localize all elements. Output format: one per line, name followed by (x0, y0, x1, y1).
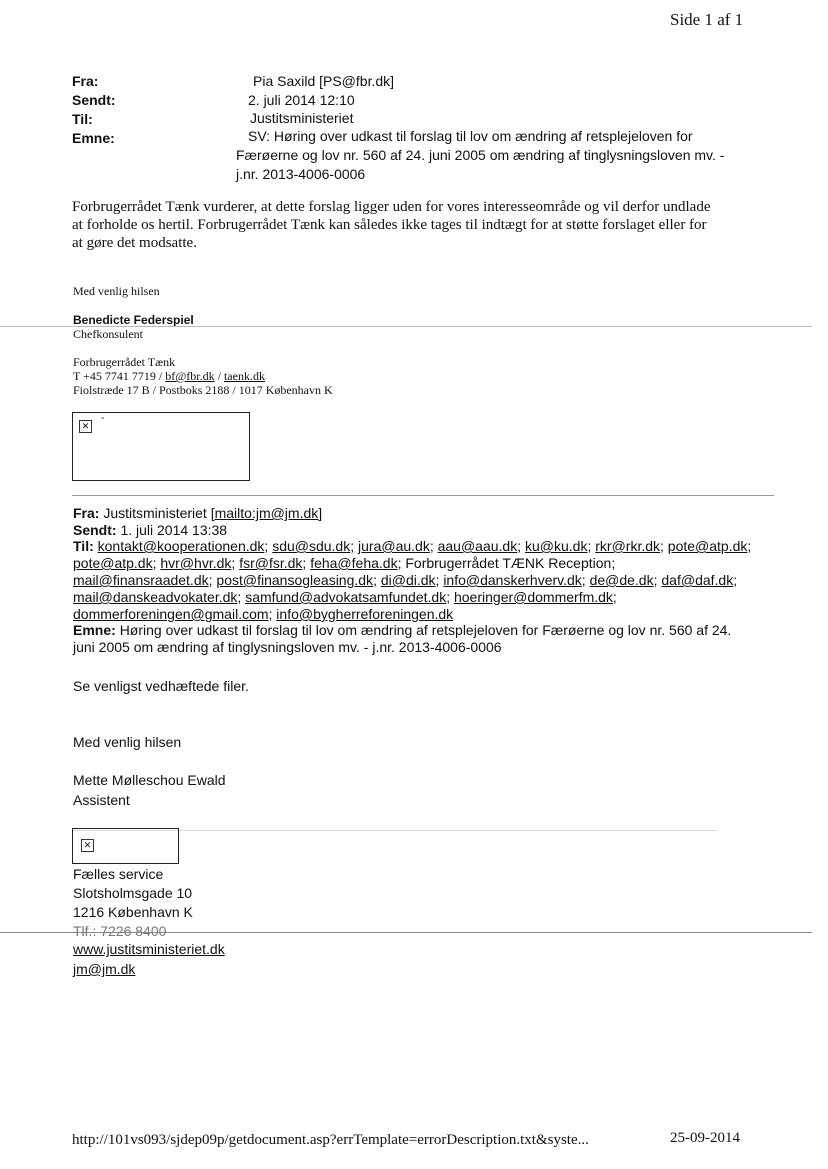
recipient-link[interactable]: sdu@sdu.dk (272, 538, 351, 554)
forward-subject-value: Høring over udkast til forslag til lov om ændring af retsplejeloven for Færøerne og lov nr. 560 af 24. juni 2005 om ændring af tinglysningsloven mv. - j.nr. 2013-4006-0006 (73, 622, 732, 655)
recipient-link[interactable]: aau@aau.dk (437, 538, 518, 554)
recipient-link[interactable]: hoeringer@dommerfm.dk (453, 589, 613, 605)
recipient-link[interactable]: ku@ku.dk (525, 538, 588, 554)
to-label: Til: (72, 111, 93, 127)
forward-sent (73, 522, 753, 539)
reply-phone: T +45 7741 7719 / (73, 369, 166, 383)
reply-sender-name: Benedicte Federspiel (73, 313, 194, 327)
reply-contact-line (73, 370, 265, 383)
recipient-link[interactable]: feha@feha.dk (310, 555, 398, 571)
recipient-link[interactable]: de@de.dk (589, 572, 654, 588)
recipient-link[interactable]: di@di.dk (380, 572, 436, 588)
ministry-email-link[interactable]: jm@jm.dk (73, 961, 136, 977)
recipient-link[interactable]: info@bygherreforeningen.dk (276, 606, 454, 622)
subject-label: Emne: (72, 130, 115, 146)
to-value: Justitsministeriet (250, 110, 354, 126)
recipient-link[interactable]: fsr@fsr.dk (239, 555, 303, 571)
reply-logo-placeholder (72, 412, 250, 481)
recipient-link[interactable]: daf@daf.dk (661, 572, 734, 588)
reply-body: Forbrugerrådet Tænk vurderer, at dette forslag ligger uden for vores interesseområde og vil derfor undlade at forholde os hertil. Forbrugerrådet Tænk kan således ikke tages til indtægt for at støtte forslaget eller for at gøre det modsatte. (72, 199, 711, 251)
recipient-link[interactable]: post@finansogleasing.dk (216, 572, 374, 588)
forward-divider (72, 495, 774, 496)
footer-date: 25-09-2014 (670, 1130, 740, 1146)
scan-line-divider (0, 932, 812, 933)
reply-website-link[interactable]: taenk.dk (223, 369, 265, 383)
subject-line-2: Færøerne og lov nr. 560 af 24. juni 2005 om ændring af tinglysningsloven mv. - (236, 147, 725, 163)
broken-image-icon: ✕ (81, 839, 94, 852)
recipient-link[interactable]: kontakt@kooperationen.dk (97, 538, 265, 554)
recipient-link[interactable]: info@danskerhverv.dk (443, 572, 582, 588)
forward-sent-label: Sendt: (73, 522, 117, 538)
recipient-link[interactable]: jura@au.dk (358, 538, 430, 554)
ministry-logo-placeholder (72, 828, 179, 864)
broken-image-icon: ✕ (79, 420, 92, 433)
forward-subject-label: Emne: (73, 622, 116, 638)
recipient-link[interactable]: rkr@rkr.dk (595, 538, 661, 554)
recipient-link[interactable]: hvr@hvr.dk (160, 555, 232, 571)
reply-email-link[interactable]: bf@fbr.dk (165, 369, 215, 383)
image-alt-text: - (101, 413, 105, 424)
forward-to-label: Til: (73, 538, 94, 554)
forward-mailto-link[interactable]: [mailto:jm@jm.dk] (210, 505, 323, 521)
forward-sender-title: Assistent (73, 792, 130, 808)
forward-dept: Fælles service (73, 866, 164, 882)
forward-from-label: Fra: (73, 505, 100, 521)
forward-phone: Tlf.: 7226 8400 (73, 923, 167, 939)
sent-value: 2. juli 2014 12:10 (248, 92, 355, 108)
forward-city: 1216 København K (73, 904, 193, 920)
recipient-link[interactable]: mail@finansraadet.dk (73, 572, 209, 588)
reply-org: Forbrugerrådet Tænk (73, 355, 176, 369)
forward-body: Se venligst vedhæftede filer. (73, 678, 249, 694)
footer-url: http://101vs093/sjdep09p/getdocument.asp?errTemplate=errorDescription.txt&syste... (72, 1132, 589, 1148)
subject-line-1: SV: Høring over udkast til forslag til lov om ændring af retsplejeloven for (248, 128, 693, 144)
recipient-link[interactable]: mail@danskeadvokater.dk (73, 589, 238, 605)
subject-line-3: j.nr. 2013-4006-0006 (236, 166, 366, 182)
recipient-name: Forbrugerrådet TÆNK Reception (405, 555, 612, 571)
ministry-website-link[interactable]: www.justitsministeriet.dk (73, 941, 225, 957)
recipient-link[interactable]: samfund@advokatsamfundet.dk (245, 589, 447, 605)
forward-sent-value: 1. juli 2014 13:38 (120, 522, 228, 538)
recipient-link[interactable]: pote@atp.dk (667, 538, 748, 554)
reply-separator: / (214, 369, 224, 383)
page-number: Side 1 af 1 (670, 10, 744, 29)
sent-label: Sendt: (72, 92, 116, 108)
reply-greeting: Med venlig hilsen (73, 284, 160, 298)
recipient-link[interactable]: pote@atp.dk (73, 555, 153, 571)
forward-recipients: Til: kontakt@kooperationen.dk; sdu@sdu.dk; jura@au.dk; aau@aau.dk; ku@ku.dk; rkr@rkr.dk; pote@atp.dk; pote@atp.dk; hvr@hvr.dk; fsr@fsr.dk; feha@feha.dk; Forbrugerrådet TÆNK Reception; mail@finansraadet.dk; post@finansogleasing.dk; di@di.dk; info@danskerhverv.dk; de@de.dk; daf@daf.dk; mail@danskeadvokater.dk; samfund@advokatsamfundet.dk; hoeringer@dommerfm.dk; dommerforeningen@gmail.com; info@bygherreforeningen.dk (73, 538, 752, 622)
forward-greeting: Med venlig hilsen (73, 734, 182, 750)
reply-address: Fiolstræde 17 B / Postboks 2188 / 1017 København K (73, 383, 333, 397)
reply-sender-title: Chefkonsulent (73, 327, 143, 341)
forward-subject (73, 622, 753, 656)
forward-from (73, 505, 753, 522)
recipient-link[interactable]: dommerforeningen@gmail.com (73, 606, 269, 622)
forward-street: Slotsholmsgade 10 (73, 885, 193, 901)
from-label: Fra: (72, 73, 99, 89)
forward-sender-name: Mette Mølleschou Ewald (73, 772, 226, 788)
from-value: Pia Saxild [PS@fbr.dk] (253, 73, 395, 89)
forward-from-name: Justitsministeriet (103, 505, 211, 521)
